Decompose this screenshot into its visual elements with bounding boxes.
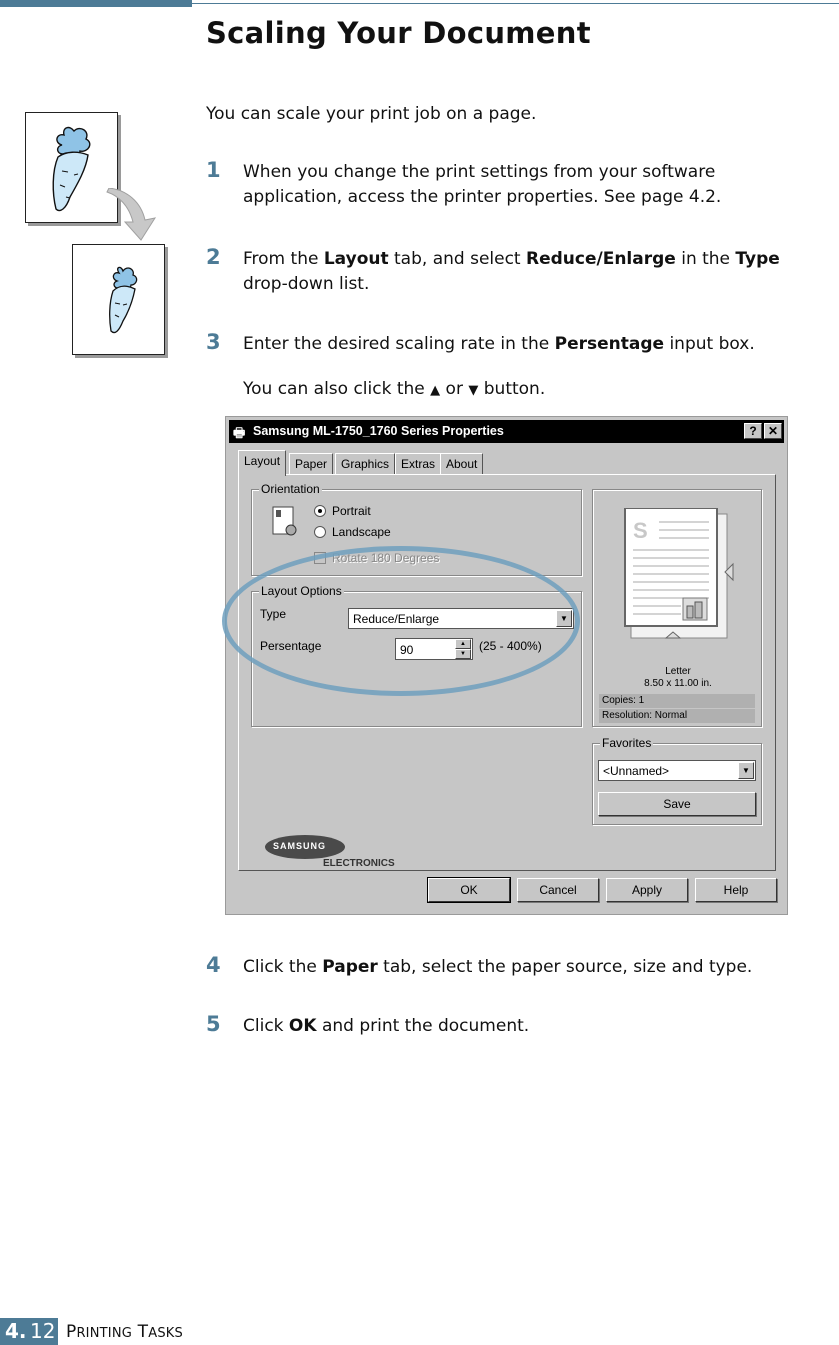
step-text: Click OK and print the document. [243,1016,530,1036]
step-number: 5 [206,1012,221,1036]
percentage-range: (25 - 400%) [479,639,542,653]
intro-text: You can scale your print job on a page. [206,104,537,124]
scale-arrow-icon [105,188,157,244]
help-button[interactable]: Help [695,878,777,902]
highlight-ellipse [222,546,580,696]
portrait-page-icon [272,506,300,538]
step-text: Enter the desired scaling rate in the Persentage input box. [243,334,755,354]
step-number: 1 [206,158,221,182]
page-number-badge: 4. 12 [0,1318,58,1345]
tab-about[interactable]: About [440,453,483,475]
percentage-spinbox[interactable]: 90 ▲ ▼ [395,638,473,660]
page-preview-icon [621,508,741,648]
step-text: When you change the print settings from your software application, access the printer properties. See page 4.2. [243,162,722,207]
help-title-button[interactable]: ? [744,423,762,439]
header-rule-block [0,0,192,7]
spin-down-icon[interactable]: ▼ [455,649,471,659]
spin-up-icon[interactable]: ▲ [455,639,471,649]
paper-name: Letter [665,666,691,677]
page-title: Scaling Your Document [206,16,591,50]
favorites-legend: Favorites [602,736,652,750]
paper-size: 8.50 x 11.00 in. [644,678,712,689]
copies-info: Copies: 1 [599,694,755,708]
close-button[interactable]: ✕ [764,423,782,439]
tab-paper[interactable]: Paper [289,453,333,475]
step-number: 3 [206,330,221,354]
step-number: 4 [206,953,221,977]
svg-text:S: S [633,518,648,543]
radio-dot[interactable] [314,505,326,517]
tab-graphics[interactable]: Graphics [335,453,395,475]
apply-button[interactable]: Apply [606,878,688,902]
orientation-legend: Orientation [261,482,320,496]
dialog-title-bar [229,420,784,443]
step-text: From the Layout tab, and select Reduce/Enlarge in the Type drop-down list. [243,249,780,294]
type-dropdown[interactable]: Reduce/Enlarge ▼ [348,608,574,629]
ok-button[interactable]: OK [428,878,510,902]
printer-icon: 🖶 [233,425,246,440]
cancel-button[interactable]: Cancel [517,878,599,902]
header-rule-line [192,3,839,4]
chevron-down-icon[interactable]: ▼ [556,610,572,627]
chevron-down-icon[interactable]: ▼ [738,762,754,779]
tab-extras[interactable]: Extras [395,453,441,475]
preview-panel [592,489,762,727]
resolution-info: Resolution: Normal [599,709,755,723]
radio-dot[interactable] [314,526,326,538]
samsung-logo: SAMSUNG [265,835,345,859]
electronics-logo-text: ELECTRONICS [323,858,395,869]
step-text: Click the Paper tab, select the paper source, size and type. [243,957,753,977]
layout-options-legend: Layout Options [261,584,342,598]
spin-note: You can also click the ▲ or ▼ button. [243,379,546,399]
down-arrow-icon: ▼ [468,383,479,398]
favorites-group [592,736,762,825]
save-button[interactable]: Save [598,792,756,816]
chapter-label: PRINTING TASKS [66,1322,183,1342]
percentage-label: Persentage [260,639,322,653]
tab-layout[interactable]: Layout [238,450,286,476]
scaled-page-icon [72,244,165,355]
type-label: Type [260,607,287,621]
orientation-group: Orientation Portrait Landscape Rotate 180 Degrees [251,489,582,576]
step-number: 2 [206,245,221,269]
favorites-dropdown[interactable]: <Unnamed> ▼ [598,760,756,781]
up-arrow-icon: ▲ [430,383,441,398]
dialog-title: Samsung ML-1750_1760 Series Properties [253,424,504,438]
